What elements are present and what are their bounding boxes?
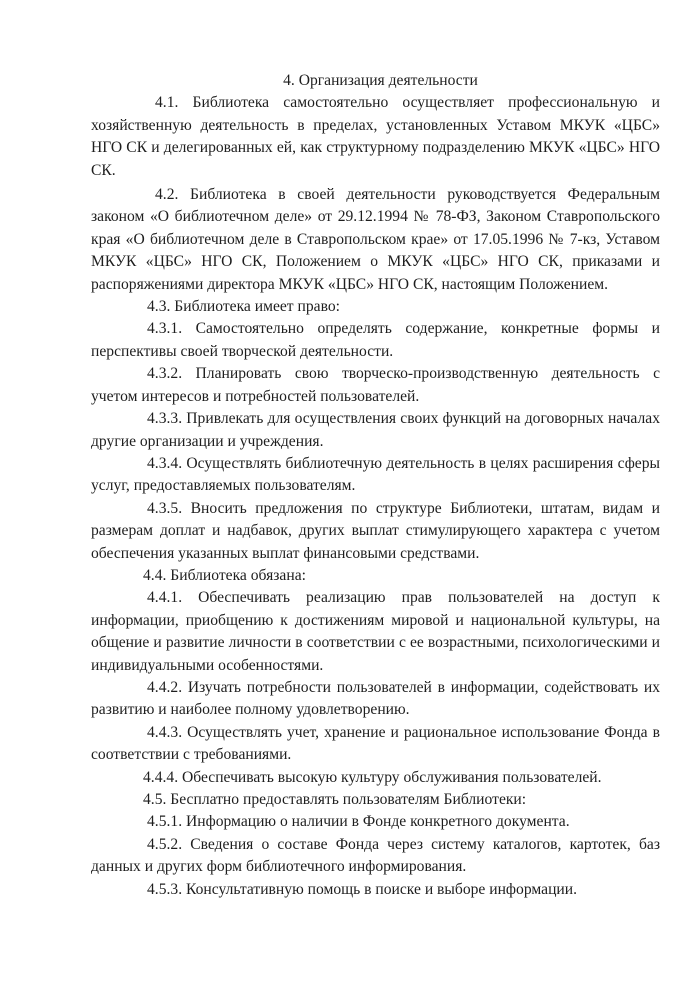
paragraph-4-5-3: 4.5.3. Консультативную помощь в поиске и выборе информации.	[147, 880, 578, 898]
paragraph-4-4-3: 4.4.3. Осуществлять учет, хранение и рациональное использование Фонда в соответствии с требованиями.	[91, 723, 660, 764]
paragraph-4-4-4: 4.4.4. Обеспечивать высокую культуру обслуживания пользователей.	[143, 768, 602, 786]
paragraph-4-3-5: 4.3.5. Вносить предложения по структуре Библиотеки, штатам, видам и размерам доплат и надбавок, других выплат стимулирующего характера с учетом обеспечения указанных выплат финансовыми средствами.	[91, 499, 660, 562]
paragraph-4-5-1: 4.5.1. Информацию о наличии в Фонде конкретного документа.	[147, 813, 570, 831]
section-title: 4. Организация деятельности	[283, 72, 478, 89]
paragraph-4-4-1: 4.4.1. Обеспечивать реализацию прав пользователей на доступ к информации, приобщению к достижениям мировой и национальной культуры, на общение и развитие личности в соответствии с ее возрастными, психологическими и индивидуальными особенностями.	[91, 589, 660, 674]
paragraph-4-2: 4.2. Библиотека в своей деятельности руководствуется Федеральным законом «О библиотечном деле» от 29.12.1994 № 78-ФЗ, Законом Ставропольского края «О библиотечном деле в Ставропольском крае» от 17.05.1996 № 7-кз, Уставом МКУК «ЦБС» НГО СК, Положением о МКУК «ЦБС» НГО СК, приказами и распоряжениями директора МКУК «ЦБС» НГО СК, настоящим Положением.	[91, 186, 660, 293]
paragraph-4-4: 4.4. Библиотека обязана:	[143, 566, 306, 584]
paragraph-4-4-2: 4.4.2. Изучать потребности пользователей в информации, содействовать их развитию и наиболее полному удовлетворению.	[91, 678, 660, 719]
paragraph-4-5-2: 4.5.2. Сведения о составе Фонда через систему каталогов, картотек, баз данных и других форм библиотечного информирования.	[91, 835, 660, 876]
paragraph-4-5: 4.5. Бесплатно предоставлять пользователям Библиотеки:	[143, 791, 527, 808]
paragraph-4-3-4: 4.3.4. Осуществлять библиотечную деятельность в целях расширения сферы услуг, предоставляемых пользователям.	[91, 454, 660, 495]
paragraph-4-3-2: 4.3.2. Планировать свою творческо-производственную деятельность с учетом интересов и потребностей пользователей.	[91, 365, 660, 405]
paragraph-4-3: 4.3. Библиотека имеет право:	[147, 298, 340, 316]
paragraph-4-3-3: 4.3.3. Привлекать для осуществления своих функций на договорных началах другие организации и учреждения.	[91, 410, 660, 450]
paragraph-4-1: 4.1. Библиотека самостоятельно осуществляет профессиональную и хозяйственную деятельность в пределах, установленных Уставом МКУК «ЦБС» НГО СК и делегированных ей, как структурному подразделению МКУК «ЦБС» НГО СК.	[91, 94, 660, 179]
paragraph-4-3-1: 4.3.1. Самостоятельно определять содержание, конкретные формы и перспективы своей творческой деятельности.	[91, 320, 660, 360]
